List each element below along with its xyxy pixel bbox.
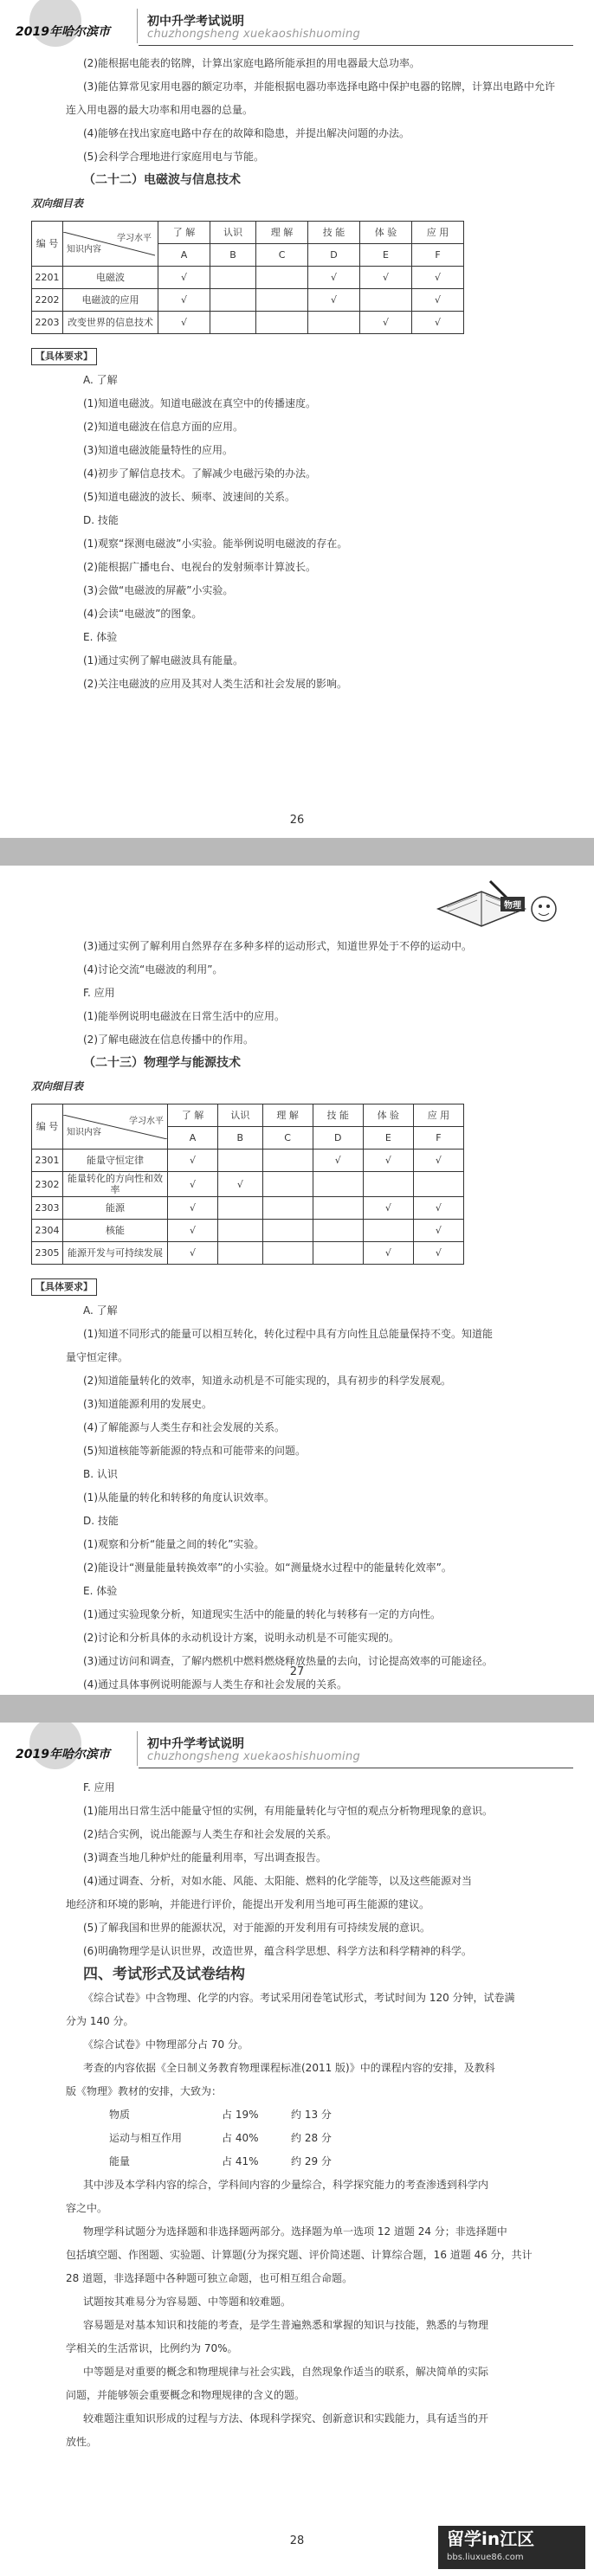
table-row: 2301 能量守恒定律 √ √ √ √ [32,1150,464,1172]
stat-row: 能量 占 41% 约 29 分 [109,2155,332,2167]
text-line: 学相关的生活常识，比例约为 70%。 [66,2342,238,2354]
text-line: (5)会科学合理地进行家庭用电与节能。 [83,151,264,163]
diag-head: 学习水平 知识内容 [63,222,158,267]
text-line: (3)通过实例了解利用自然界存在多种多样的运动形式，知道世界处于不停的运动中。 [83,940,473,952]
text-line: E. 体验 [83,631,118,643]
text-line: (1)观察“探测电磁波”小实验。能举例说明电磁波的存在。 [83,538,348,550]
page-number: 28 [289,2534,305,2547]
text-line: (3)能估算常见家用电器的额定功率，并能根据电器功率选择电路中保护电器的铭牌，计算出电路中允许 [83,80,556,93]
section-title: （二十三）物理学与能源技术 [83,1056,241,1070]
text-line: (3)知道能源利用的发展史。 [83,1398,212,1410]
section-title: （二十二）电磁波与信息技术 [83,173,241,187]
text-line: (3)知道电磁波能量特性的应用。 [83,444,233,456]
col-head: 应 用 [411,222,463,244]
page-number: 26 [289,814,305,827]
text-line: (3)调查当地几种炉灶的能量利用率，写出调查报告。 [83,1852,327,1864]
text-line: 包括填空题、作图题、实验题、计算题(分为探究题、评价简述题、计算综合题，16 道题 46 分，共计 [66,2249,533,2261]
text-line: (4)通过具体事例说明能源与人类生存和社会发展的关系。 [83,1678,348,1690]
col-head: 了 解 [158,222,210,244]
page-header [0,0,594,48]
header-title: 初中升学考试说明 [147,1737,244,1751]
text-line: F. 应用 [83,1781,115,1794]
text-line: 中等题是对重要的概念和物理规律与社会实践，自然现象作适当的联系，解决简单的实际 [83,2366,489,2378]
table-row: 2303 能源 √ √ √ [32,1197,464,1220]
header-title: 初中升学考试说明 [147,15,244,29]
table-row: 2305 能源开发与可持续发展 √ √ √ [32,1242,464,1265]
table-row: 2202 电磁波的应用 √ √ √ [32,289,464,312]
text-line: (2)能根据广播电台、电视台的发射频率计算波长。 [83,561,316,573]
text-line: (3)通过访问和调查，了解内燃机中燃料燃烧释放热量的去向，讨论提高效率的可能途径。 [83,1655,494,1667]
stat-row: 运动与相互作用 占 40% 约 28 分 [109,2132,332,2144]
text-line: D. 技能 [83,514,119,526]
text-line: (5)知道电磁波的波长、频率、波速间的关系。 [83,491,295,503]
text-line: (4)通过调查、分析，对如水能、风能、太阳能、燃料的化学能等，以及这些能源对当 [83,1875,473,1887]
text-line: 考查的内容依据《全日制义务教育物理课程标准(2011 版)》中的课程内容的安排，及教科 [83,2062,495,2074]
deco-label: 物理 [500,897,525,911]
text-line: (1)通过实验现象分析，知道现实生活中的能量的转化与转移有一定的方向性。 [83,1608,442,1620]
matrix-table: 编 号 学习水平 知识内容 了 解 认识 理 解 技 能 体 验 应 用 A B C D E F 2301 能量守恒定律 √ √ √ √ 2302 能量转化的方向性和效率 √ √ 2303 能源 √ √ √ 2304 核能 √ √ 2305 能源开发与可持续发展 √ √ √ [31,1104,464,1265]
text-line: (1)从能量的转化和转移的角度认识效率。 [83,1491,274,1504]
text-line: D. 技能 [83,1515,119,1527]
text-line: 物理学科试题分为选择题和非选择题两部分。选择题为单一选项 12 道题 24 分；非选择题中 [83,2225,507,2238]
col-no-head: 编 号 [32,222,63,267]
book-illustration-icon [429,874,568,930]
table-row: 2302 能量转化的方向性和效率 √ √ [32,1172,464,1197]
text-line: 版《物理》教材的安排，大致为： [66,2085,223,2097]
text-line: F. 应用 [83,987,115,999]
section-heading: 四、考试形式及试卷结构 [83,1966,245,1983]
page-26 [0,0,594,838]
col-head: 理 解 [256,222,308,244]
text-line: (1)知道不同形式的能量可以相互转化，转化过程中具有方向性且总能量保持不变。知道能 [83,1328,494,1340]
text-line: 《综合试卷》中含物理、化学的内容。考试采用闭卷笔试形式，考试时间为 120 分钟，试卷满 [83,1992,515,2004]
text-line: 较难题注重知识形成的过程与方法、体现科学探究、创新意识和实践能力，具有适当的开 [83,2412,489,2425]
requirements-tag: 【具体要求】 [31,1278,97,1296]
text-line: (2)能根据电能表的铭牌，计算出家庭电路所能承担的用电器最大总功率。 [83,57,421,69]
text-line: 容之中。 [66,2202,108,2214]
text-line: 连入用电器的最大功率和用电器的总量。 [66,104,254,116]
text-line: (4)讨论交流“电磁波的利用”。 [83,963,223,976]
text-line: (4)会读“电磁波”的图象。 [83,608,203,620]
header-year: 2019年哈尔滨市 [16,1748,110,1761]
text-line: 《综合试卷》中物理部分占 70 分。 [83,2038,249,2051]
header-pinyin: chuzhongsheng xuekaoshishuoming [147,28,361,41]
table-label: 双向细目表 [31,197,84,209]
page-28 [0,1723,594,2576]
text-line: E. 体验 [83,1585,118,1597]
text-line: (1)能用出日常生活中能量守恒的实例，有用能量转化与守恒的观点分析物理现象的意识。 [83,1805,494,1817]
text-line: (4)能够在找出家庭电路中存在的故障和隐患，并提出解决问题的办法。 [83,127,410,139]
text-line: (1)通过实例了解电磁波具有能量。 [83,654,243,667]
table-row: 2201 电磁波 √ √ √ √ [32,267,464,289]
text-line: 地经济和环境的影响，并能进行评价，能提出开发利用当地可再生能源的建议。 [66,1898,430,1910]
table-row: 2304 核能 √ √ [32,1220,464,1242]
text-line: 问题，并能够领会重要概念和物理规律的含义的题。 [66,2389,306,2401]
table-label: 双向细目表 [31,1080,84,1092]
text-line: (6)明确物理学是认识世界，改造世界，蕴含科学思想、科学方法和科学精神的科学。 [83,1945,473,1957]
text-line: (2)知道电磁波在信息方面的应用。 [83,421,243,433]
text-line: B. 认识 [83,1468,118,1480]
text-line: 分为 140 分。 [66,2015,134,2027]
text-line: 其中涉及本学科内容的综合，学科间内容的少量综合，科学探究能力的考查渗透到科学内 [83,2179,489,2191]
text-line: (2)了解电磁波在信息传播中的作用。 [83,1034,254,1046]
col-head: 认识 [210,222,255,244]
page-header [0,1723,594,1771]
text-line: 试题按其难易分为容易题、中等题和较难题。 [83,2296,292,2308]
text-line: (5)了解我国和世界的能源状况，对于能源的开发利用有可持续发展的意识。 [83,1922,431,1934]
text-line: (4)初步了解信息技术。了解减少电磁污染的办法。 [83,467,316,480]
text-line: (4)了解能源与人类生存和社会发展的关系。 [83,1421,285,1433]
text-line: (2)讨论和分析具体的永动机设计方案，说明永动机是不可能实现的。 [83,1632,400,1644]
text-line: 量守恒定律。 [66,1351,129,1363]
text-line: (1)能举例说明电磁波在日常生活中的应用。 [83,1010,285,1022]
text-line: (2)能设计“测量能量转换效率”的小实验。如“测量烧水过程中的能量转化效率”。 [83,1562,452,1574]
text-line: 放性。 [66,2436,98,2448]
text-line: (2)结合实例，说出能源与人类生存和社会发展的关系。 [83,1828,338,1840]
requirements-tag: 【具体要求】 [31,348,97,365]
header-pinyin: chuzhongsheng xuekaoshishuoming [147,1750,361,1763]
text-line: A. 了解 [83,374,118,386]
text-line: 28 道题，非选择题中各种题可独立命题，也可相互组合命题。 [66,2272,353,2284]
col-head: 技 能 [308,222,360,244]
col-head: 体 验 [360,222,412,244]
page-number: 27 [289,1665,305,1678]
text-line: (3)会做“电磁波的屏蔽”小实验。 [83,584,234,596]
page-27 [0,866,594,1695]
stat-row: 物质 占 19% 约 13 分 [109,2109,332,2121]
text-line: (2)知道能量转化的效率，知道永动机是不可能实现的，具有初步的科学发展观。 [83,1375,452,1387]
text-line: 容易题是对基本知识和技能的考查，是学生普遍熟悉和掌握的知识与技能，熟悉的与物理 [83,2319,489,2331]
text-line: A. 了解 [83,1304,118,1317]
text-line: (2)关注电磁波的应用及其对人类生活和社会发展的影响。 [83,678,348,690]
header-year: 2019年哈尔滨市 [16,25,110,39]
matrix-table: 编 号 学习水平 知识内容 了 解 认识 理 解 技 能 体 验 应 用 A B C D E F 2201 电磁波 √ √ √ √ 2202 电磁波的应用 √ √ √ 2203 改变世界的信息技术 √ √ √ [31,221,464,334]
table-row: 2203 改变世界的信息技术 √ √ √ [32,312,464,334]
watermark-logo: 留学in江区 bbs.liuxue86.com [438,2526,585,2569]
text-line: (1)观察和分析“能量之间的转化”实验。 [83,1538,265,1550]
text-line: (5)知道核能等新能源的特点和可能带来的问题。 [83,1445,306,1457]
text-line: (1)知道电磁波。知道电磁波在真空中的传播速度。 [83,397,316,409]
